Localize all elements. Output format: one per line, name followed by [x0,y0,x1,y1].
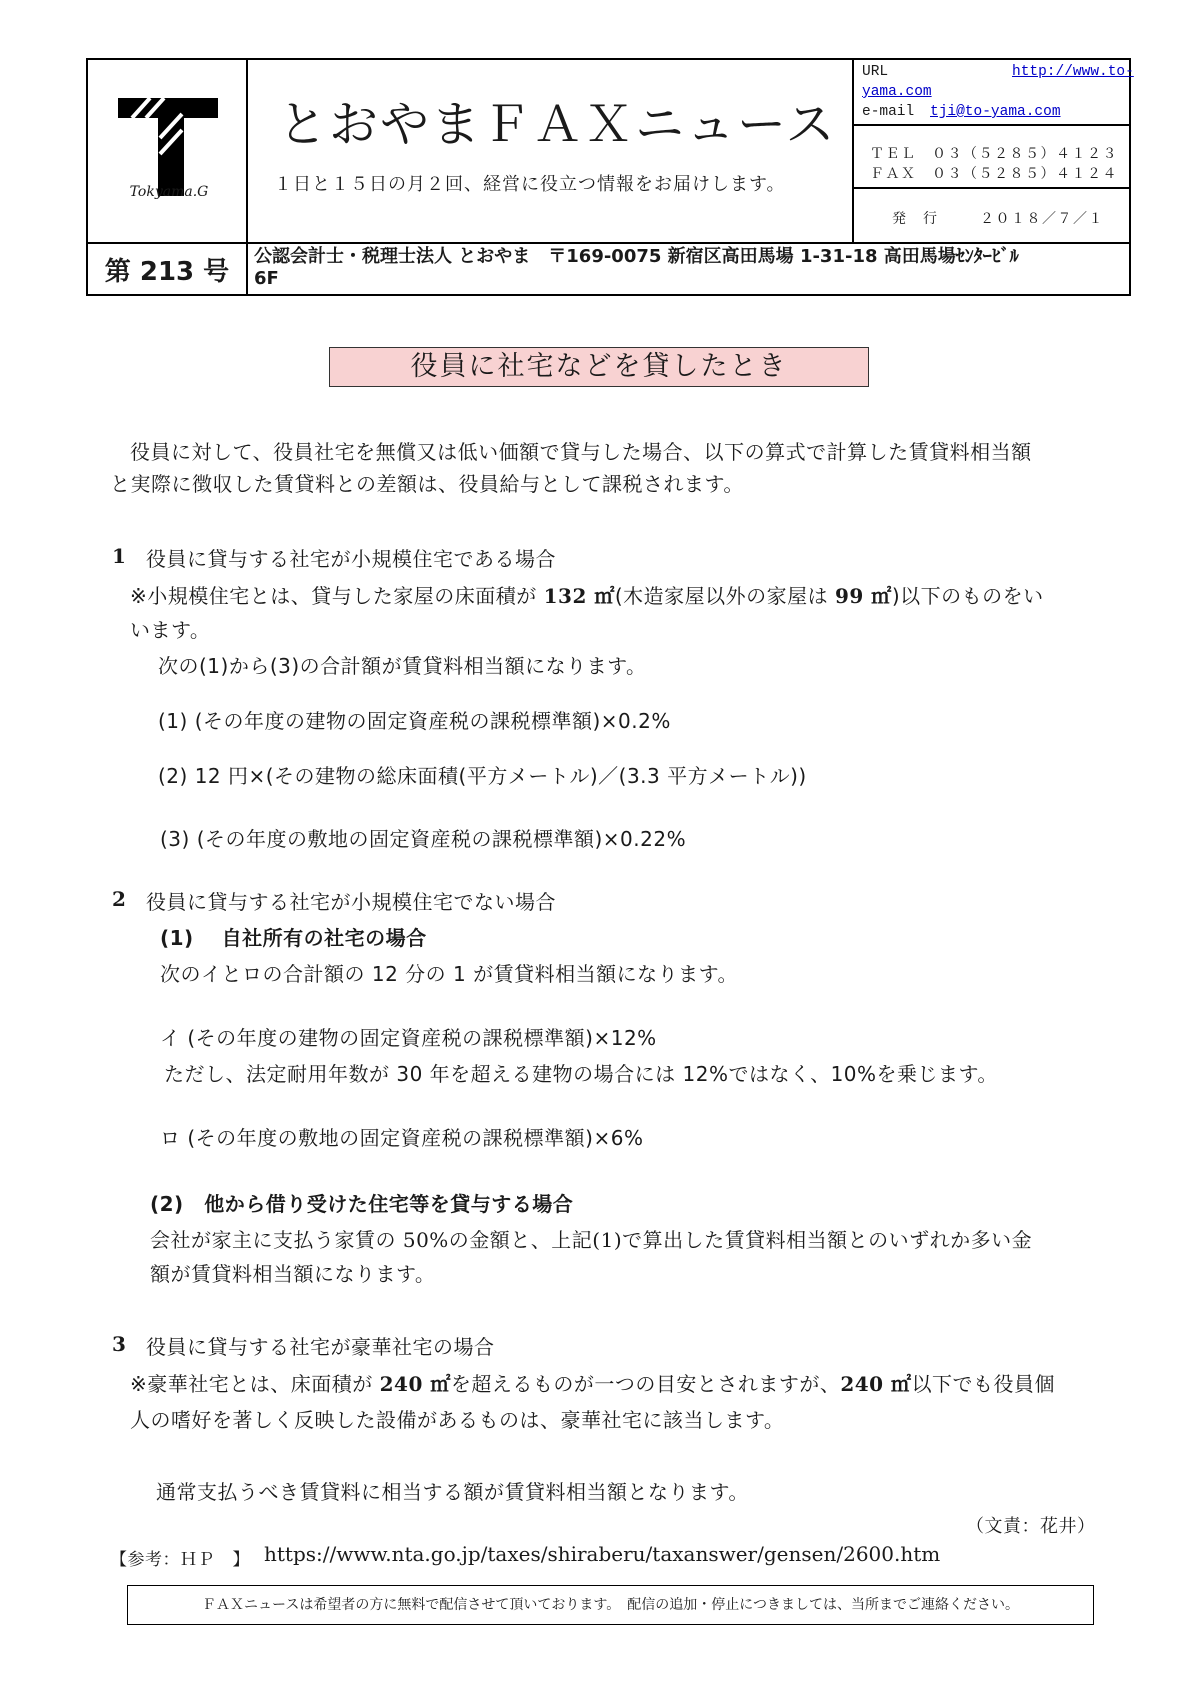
section-heading: 役員に貸与する社宅が豪華社宅の場合 [146,1335,495,1359]
note-value: 132 ㎡ [543,584,615,608]
issued-date: ２０１８／７／１ [980,211,1104,227]
divider [852,60,854,244]
address-line: 公認会計士・税理士法人 とおやま 〒169-0075 新宿区高田馬場 1-31-18 高田馬場ｾﾝﾀｰﾋﾞﾙ [254,246,1019,267]
formula-item: イ (その年度の建物の固定資産税の課税標準額)×12% [160,1026,657,1050]
definition-note [130,580,1044,609]
tel-number: ＴＥＬ ０３（５２８５）４１２３ [870,146,1118,162]
issue-number: 第 213 号 [104,256,230,287]
url-label: URL [862,64,889,80]
section-lead: 次の(1)から(3)の合計額が賃貸料相当額になります。 [158,654,647,678]
intro-paragraph-line: と実際に徴収した賃貸料との差額は、役員給与として課税されます。 [110,472,744,496]
section-number: 2 [112,887,127,911]
section-lead: 通常支払うべき賃貸料に相当する額が賃貸料相当額となります。 [156,1480,749,1504]
formula-item: (3) (その年度の敷地の固定資産税の課税標準額)×0.22% [160,827,687,851]
email-label: e-mail [862,104,915,120]
header-box [86,58,1134,296]
logo-caption: Tokyama.G [129,184,209,200]
subsection-text-line: 額が賃貸料相当額になります。 [150,1262,436,1286]
url-link-continued[interactable]: yama.com [862,84,932,100]
formula-item: (2) 12 円×(その建物の総床面積(平方メートル)／(3.3 平方メートル)) [158,764,807,788]
note-text: (木造家屋以外の家屋は [614,584,836,608]
divider [852,124,1129,126]
intro-paragraph-line: 役員に対して、役員社宅を無償又は低い価額で貸与した場合、以下の算式で計算した賃貸料相当額 [130,440,1032,464]
article-title: 役員に社宅などを貸したとき [329,347,869,387]
issued-label: 発 行 [892,211,939,227]
newsletter-title: とおやまＦＡＸニュース [278,96,837,153]
footer-notice: ＦＡＸニュースは希望者の方に無料で配信させて頂いております。 配信の追加・停止につきましては、当所までご連絡ください。 [127,1585,1094,1625]
reference-label: 【参考：ＨＰ 】 [110,1550,250,1570]
section-number: 3 [112,1332,127,1356]
section-number: 1 [112,544,127,568]
divider [852,187,1129,189]
divider [246,60,248,296]
note-text: )以下のものをい [891,584,1044,608]
tagline: １日と１５日の月２回、経営に役立つ情報をお届けします。 [274,174,786,195]
url-link[interactable]: http://www.to- [1012,64,1134,80]
definition-note-line: います。 [130,618,211,642]
address-line: 6F [254,268,279,289]
reference-url[interactable]: https://www.nta.go.jp/taxes/shiraberu/taxanswer/gensen/2600.htm [264,1542,941,1566]
note-text: ※豪華社宅とは、床面積が [130,1372,380,1396]
definition-note [130,1368,1055,1397]
note-value: 240 ㎡ [840,1372,912,1396]
firm-address [254,246,1124,290]
email-link[interactable]: tji@to-yama.com [930,104,1061,120]
formula-note: ただし、法定耐用年数が 30 年を超える建物の場合には 12%ではなく、10%を乗じます。 [164,1062,998,1086]
section-heading: 役員に貸与する社宅が小規模住宅である場合 [146,547,556,571]
subsection-heading: (1) 自社所有の社宅の場合 [160,926,427,950]
note-text: を超えるものが一つの目安とされますが、 [450,1372,841,1396]
note-text: ※小規模住宅とは、貸与した家屋の床面積が [130,584,544,608]
note-value: 240 ㎡ [379,1372,451,1396]
formula-item: (1) (その年度の建物の固定資産税の課税標準額)×0.2% [158,709,671,733]
note-text: 以下でも役員個 [911,1372,1056,1396]
subsection-heading: (2) 他から借り受けた住宅等を貸与する場合 [150,1192,574,1216]
definition-note-line: 人の嗜好を著しく反映した設備があるものは、豪華社宅に該当します。 [130,1408,785,1432]
note-value: 99 ㎡ [835,584,892,608]
formula-item: ロ (その年度の敷地の固定資産税の課税標準額)×6% [160,1126,644,1150]
section-heading: 役員に貸与する社宅が小規模住宅でない場合 [146,890,556,914]
author-credit: （文責：花井） [966,1516,1096,1537]
subsection-text-line: 会社が家主に支払う家賃の 50%の金額と、上記(1)で算出した賃貸料相当額とのいずれか多い金 [150,1228,1033,1252]
fax-number: ＦＡＸ ０３（５２８５）４１２４ [870,166,1118,182]
subsection-lead: 次のイとロの合計額の 12 分の 1 が賃貸料相当額になります。 [160,962,739,986]
